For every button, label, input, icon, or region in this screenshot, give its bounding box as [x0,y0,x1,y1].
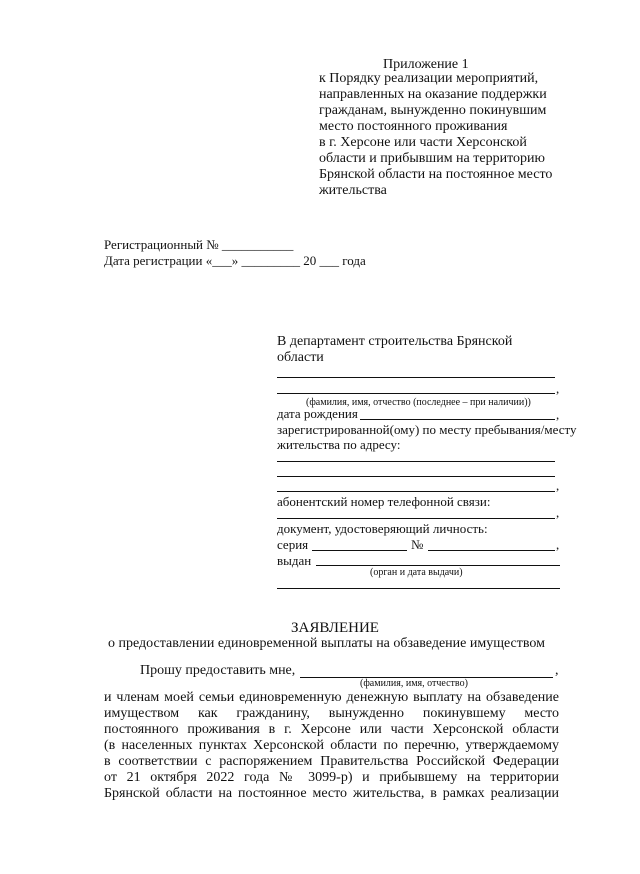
fio-field-line-2[interactable] [277,393,555,394]
comma: , [556,381,560,396]
comma: , [556,478,560,493]
body-line: и членам моей семьи единовременную денежную выплату на обзаведение [104,690,559,705]
fio-hint: (фамилия, имя, отчество (последнее – при наличии)) [306,397,531,408]
appendix-line: в г. Херсоне или части Херсонской [319,135,527,150]
number-field[interactable] [428,550,555,551]
appendix-line: области и прибывшим на территорию [319,151,545,166]
comma: , [556,407,560,422]
appendix-text [319,71,579,199]
appendix-title: Приложение 1 [383,57,469,72]
body-line: (в населенных пунктах Херсонской области по перечню, утверждаемому [104,738,559,753]
comma: , [555,663,559,678]
series-label: серия [277,537,309,552]
body-line: Брянской области на постоянное место жительства, в рамках реализации [104,786,559,801]
addressee-line-1: В департамент строительства Брянской [277,334,513,349]
address-field-line-2[interactable] [277,476,555,477]
request-start: Прошу предоставить мне, [140,663,296,678]
appendix-line: направленных на оказание поддержки [319,87,547,102]
body-line: имуществом как гражданину, вынужденно покинувшему место [104,706,559,721]
registered-address-label-1: зарегистрированной(ому) по месту пребывания/месту [277,422,577,437]
issued-label: выдан [277,553,312,568]
fio-field-line-1[interactable] [277,377,555,378]
appendix-line: жительства [319,183,387,198]
registration-date: Дата регистрации «___» _________ 20 ___ года [104,253,366,268]
statement-title: ЗАЯВЛЕНИЕ [291,620,379,636]
id-document-label: документ, удостоверяющий личность: [277,521,488,536]
number-label: № [411,537,424,552]
body-line: постоянного проживания в г. Херсоне или части Херсонской области [104,722,559,737]
address-field-line-3[interactable] [277,491,555,492]
registration-number: Регистрационный № ___________ [104,237,294,252]
appendix-line: гражданам, вынужденно покинувшим [319,103,547,118]
appendix-line: к Порядку реализации мероприятий, [319,71,539,86]
addressee-line-2: области [277,350,324,365]
statement-subtitle: о предоставлении единовременной выплаты на обзаведение имуществом [108,636,545,651]
birth-date-label: дата рождения [277,406,358,421]
issued-field-line-2[interactable] [277,588,560,589]
issuer-hint: (орган и дата выдачи) [370,567,463,578]
comma: , [556,505,560,520]
phone-label: абонентский номер телефонной связи: [277,494,491,509]
body-line: в соответствии с распоряжением Правительства Российской Федерации [104,754,559,769]
body-line: от 21 октября 2022 года № 3099-р) и прибывшему на территории [104,770,559,785]
appendix-line: место постоянного проживания [319,119,508,134]
birth-date-field[interactable] [360,419,555,420]
comma: , [556,537,560,552]
request-fio-hint: (фамилия, имя, отчество) [360,678,468,689]
address-field-line-1[interactable] [277,461,555,462]
phone-field[interactable] [277,518,555,519]
statement-body [104,690,559,802]
appendix-line: Брянской области на постоянное место [319,167,553,182]
issued-field[interactable] [316,565,560,566]
registered-address-label-2: жительства по адресу: [277,437,401,452]
series-field[interactable] [312,550,407,551]
